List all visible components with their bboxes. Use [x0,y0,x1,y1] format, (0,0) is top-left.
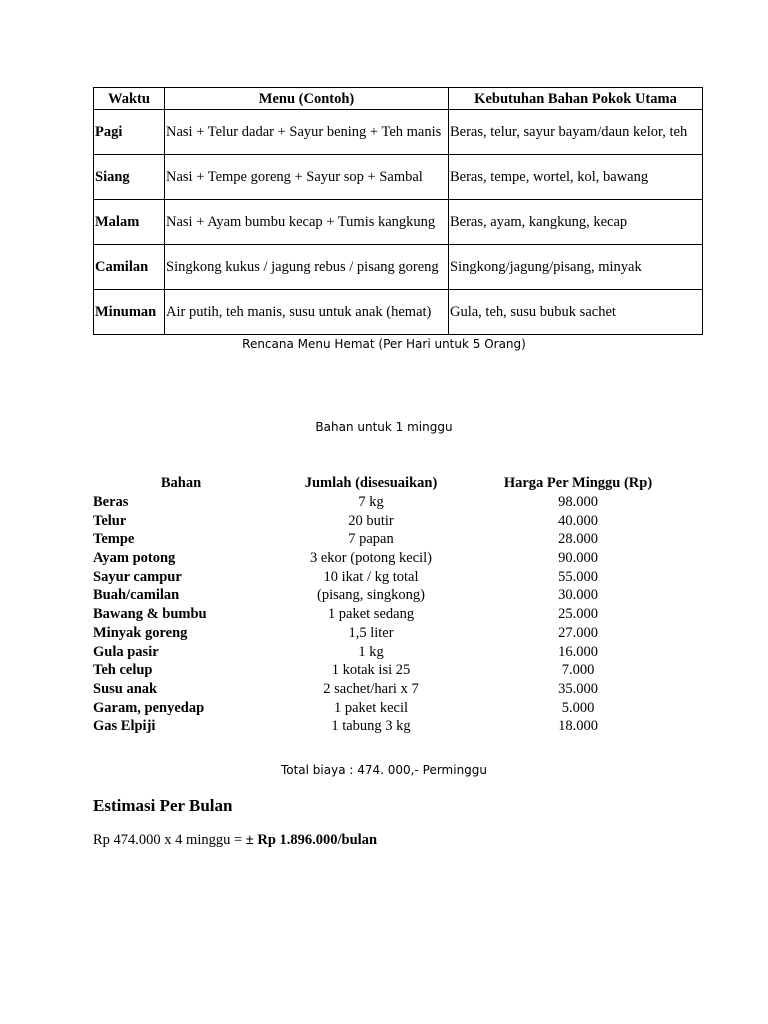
table-row [93,567,683,586]
bahan-harga: 55.000 [558,568,598,585]
bahan-harga: 98.000 [558,494,598,511]
bahan-name: Ayam potong [93,550,176,567]
table-row [93,549,683,568]
header-menu: Menu (Contoh) [165,88,449,110]
table-row [93,661,683,680]
table-row [94,155,703,200]
bahan-table-header-row [93,474,683,493]
menu-table-header-row [94,88,703,110]
estimasi-heading: Estimasi Per Bulan [93,796,233,815]
bahan-cell: Singkong/jagung/pisang, minyak [449,245,703,290]
bahan-jumlah: 20 butir [348,512,394,529]
waktu-cell: Malam [94,200,165,245]
estimasi-calculation [93,832,377,849]
bahan-name: Bawang & bumbu [93,606,207,623]
bahan-name: Beras [93,494,129,511]
table-row [93,698,683,717]
waktu-cell: Camilan [94,245,165,290]
table-row [93,530,683,549]
table-row [93,680,683,699]
bahan-name: Minyak goreng [93,624,188,641]
table-row [93,493,683,512]
waktu-cell: Pagi [94,110,165,155]
bahan-name: Gas Elpiji [93,718,156,735]
bahan-harga: 28.000 [558,531,598,548]
bahan-cell: Beras, ayam, kangkung, kecap [449,200,703,245]
calc-result: ± Rp 1.896.000/bulan [245,832,378,848]
bahan-jumlah: 1 kg [358,643,384,660]
bahan-harga: 27.000 [558,624,598,641]
menu-cell: Nasi + Tempe goreng + Sayur sop + Sambal [165,155,449,200]
menu-cell: Singkong kukus / jagung rebus / pisang goreng [165,245,449,290]
bahan-jumlah: (pisang, singkong) [317,587,425,604]
bahan-jumlah: 2 sachet/hari x 7 [323,680,419,697]
menu-cell: Nasi + Ayam bumbu kecap + Tumis kangkung [165,200,449,245]
table-row [94,245,703,290]
bahan-harga: 35.000 [558,680,598,697]
table-row [93,642,683,661]
bahan-name: Susu anak [93,680,158,697]
menu-table [93,87,703,335]
bahan-jumlah: 1 kotak isi 25 [331,662,411,679]
calc-prefix: Rp 474.000 x 4 minggu = [93,832,246,848]
menu-cell: Air putih, teh manis, susu untuk anak (hemat) [165,290,449,335]
bahan-name: Teh celup [93,662,153,679]
bahan-table [93,474,683,736]
menu-table-caption: Rencana Menu Hemat (Per Hari untuk 5 Orang) [242,337,526,351]
bahan-harga: 16.000 [558,643,598,660]
table-row [93,717,683,736]
bahan-name: Buah/camilan [93,587,180,604]
bahan-jumlah: 1 paket sedang [327,606,415,623]
bahan-harga: 30.000 [558,587,598,604]
header-waktu: Waktu [94,88,165,110]
bahan-cell: Beras, tempe, wortel, kol, bawang [449,155,703,200]
weekly-caption: Bahan untuk 1 minggu [315,420,453,434]
bahan-harga: 25.000 [558,606,598,623]
table-row [94,290,703,335]
bahan-jumlah: 7 papan [348,531,394,548]
bahan-cell: Gula, teh, susu bubuk sachet [449,290,703,335]
bahan-cell: Beras, telur, sayur bayam/daun kelor, teh [449,110,703,155]
bahan-name: Garam, penyedap [93,699,205,716]
bahan-harga: 40.000 [558,512,598,529]
header-kebutuhan: Kebutuhan Bahan Pokok Utama [449,88,703,110]
table-row [93,624,683,643]
waktu-cell: Minuman [94,290,165,335]
bahan-harga: 18.000 [558,718,598,735]
bahan-jumlah: 10 ikat / kg total [323,568,419,585]
header-harga: Harga Per Minggu (Rp) [503,475,653,492]
total-caption: Total biaya : 474. 000,- Perminggu [280,763,488,777]
bahan-jumlah: 3 ekor (potong kecil) [309,550,432,567]
bahan-jumlah: 1 paket kecil [333,699,409,716]
header-jumlah: Jumlah (disesuaikan) [304,475,438,492]
bahan-name: Tempe [93,531,135,548]
bahan-harga: 5.000 [561,699,595,716]
bahan-jumlah: 1 tabung 3 kg [331,718,411,735]
bahan-harga: 7.000 [561,662,595,679]
bahan-name: Sayur campur [93,568,182,585]
table-row [94,110,703,155]
header-bahan: Bahan [160,475,202,492]
table-row [93,511,683,530]
bahan-name: Gula pasir [93,643,159,660]
bahan-jumlah: 1,5 liter [348,624,394,641]
menu-cell: Nasi + Telur dadar + Sayur bening + Teh manis [165,110,449,155]
waktu-cell: Siang [94,155,165,200]
bahan-jumlah: 7 kg [358,494,384,511]
bahan-harga: 90.000 [558,550,598,567]
table-row [94,200,703,245]
table-row [93,586,683,605]
table-row [93,605,683,624]
bahan-name: Telur [93,512,127,529]
